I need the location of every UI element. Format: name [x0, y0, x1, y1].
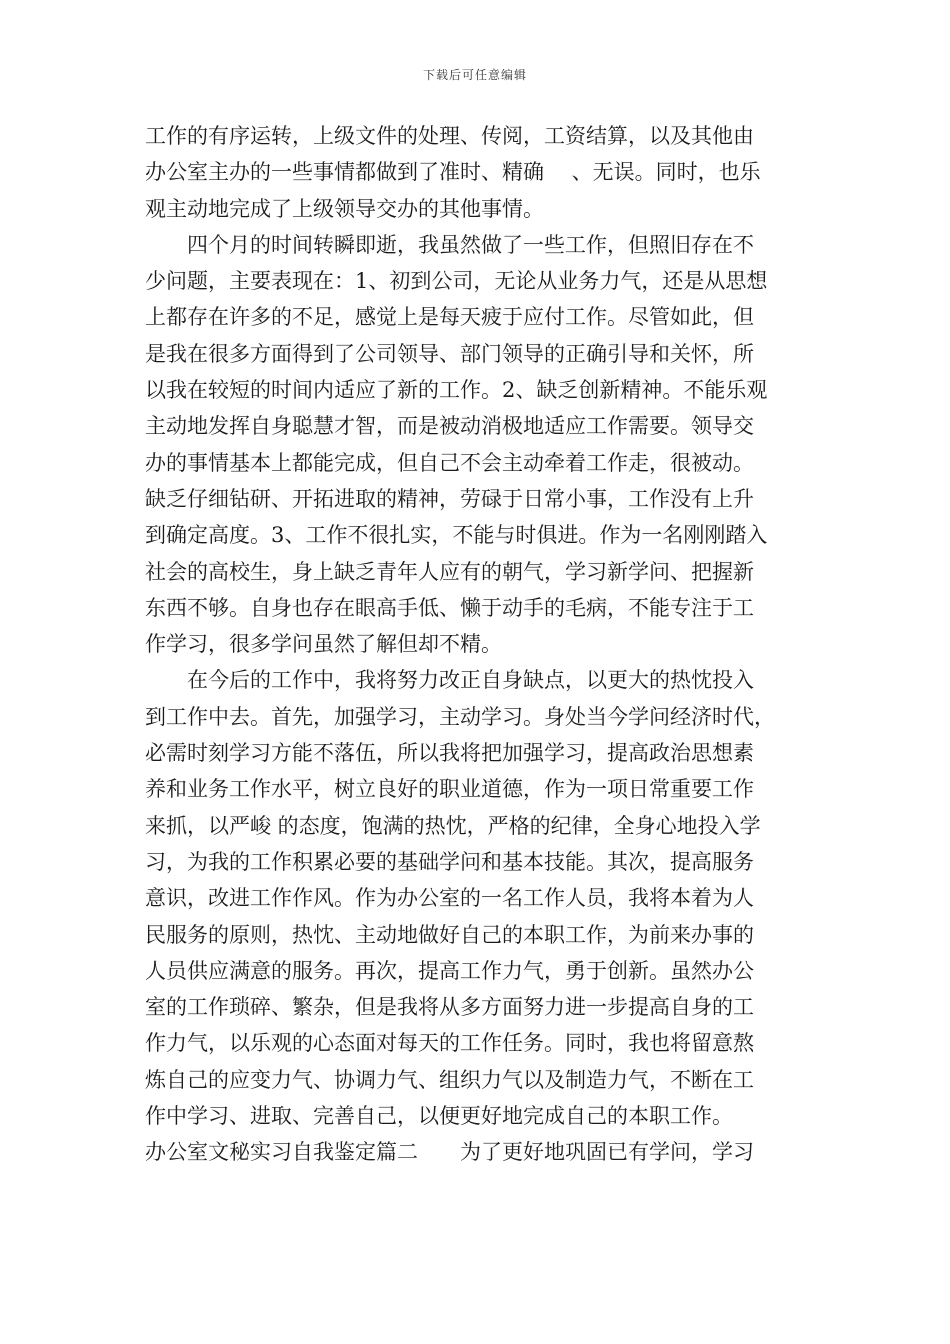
text-line: 办公室主办的一些事情都做到了准时、精确 、无误。同时，也乐 [145, 160, 761, 185]
text-line: 来抓，以严峻 的态度，饱满的热忱，严格的纪律，全身心地投入学 [145, 813, 761, 838]
text-line: 东西不够。自身也存在眼高手低、懒于动手的毛病，不能专注于工 [145, 595, 754, 620]
text-line: 室的工作琐碎、繁杂，但是我将从多方面努力进一步提高自身的工 [145, 995, 754, 1020]
text-line: 习，为我的工作积累必要的基础学问和基本技能。其次，提高服务 [145, 849, 754, 874]
text-line: 观主动地完成了上级领导交办的其他事情。 [145, 196, 544, 221]
text-line: 作学习，很多学问虽然了解但却不精。 [145, 632, 502, 657]
text-line: 在今后的工作中，我将努力改正自身缺点，以更大的热忱投入 [187, 668, 754, 693]
text-line: 养和业务工作水平，树立良好的职业道德，作为一项日常重要工作 [145, 777, 754, 802]
text-line: 人员供应满意的服务。再次，提高工作力气，勇于创新。虽然办公 [145, 958, 754, 983]
text-line: 以我在较短的时间内适应了新的工作。2、缺乏创新精神。不能乐观 [145, 378, 768, 403]
text-line: 是我在很多方面得到了公司领导、部门领导的正确引导和关怀，所 [145, 341, 754, 366]
text-line: 四个月的时间转瞬即逝，我虽然做了一些工作，但照旧存在不 [187, 232, 754, 257]
text-line: 必需时刻学习方能不落伍，所以我将把加强学习，提高政治思想素 [145, 741, 754, 766]
text-line: 社会的高校生，身上缺乏青年人应有的朝气，学习新学问、把握新 [145, 559, 754, 584]
text-line: 上都存在许多的不足，感觉上是每天疲于应付工作。尽管如此，但 [145, 305, 754, 330]
text-line: 办公室文秘实习自我鉴定篇二 为了更好地巩固已有学问，学习 [145, 1140, 754, 1165]
text-line: 作中学习、进取、完善自己，以便更好地完成自己的本职工作。 [145, 1104, 733, 1129]
text-line: 办的事情基本上都能完成，但自己不会主动牵着工作走，很被动。 [145, 450, 754, 475]
page-header: 下载后可任意编辑 [422, 68, 527, 82]
text-line: 民服务的原则，热忱、主动地做好自己的本职工作，为前来办事的 [145, 922, 754, 947]
text-line: 主动地发挥自身聪慧才智，而是被动消极地适应工作需要。领导交 [145, 414, 754, 439]
text-line: 意识，改进工作作风。作为办公室的一名工作人员，我将本着为人 [145, 886, 754, 911]
text-line: 作力气，以乐观的心态面对每天的工作任务。同时，我也将留意熬 [145, 1031, 754, 1056]
text-line: 少问题，主要表现在：1、初到公司，无论从业务力气，还是从思想 [145, 269, 768, 294]
text-line: 炼自己的应变力气、协调力气、组织力气以及制造力气，不断在工 [145, 1067, 754, 1092]
text-line: 到确定高度。3、工作不很扎实，不能与时俱进。作为一名刚刚踏入 [145, 523, 768, 548]
text-line: 缺乏仔细钻研、开拓进取的精神，劳碌于日常小事，工作没有上升 [145, 486, 754, 511]
text-line: 工作的有序运转，上级文件的处理、传阅，工资结算，以及其他由 [145, 124, 754, 148]
document-body [145, 118, 810, 1171]
text-line: 到工作中去。首先，加强学习，主动学习。身处当今学问经济时代， [145, 704, 775, 729]
